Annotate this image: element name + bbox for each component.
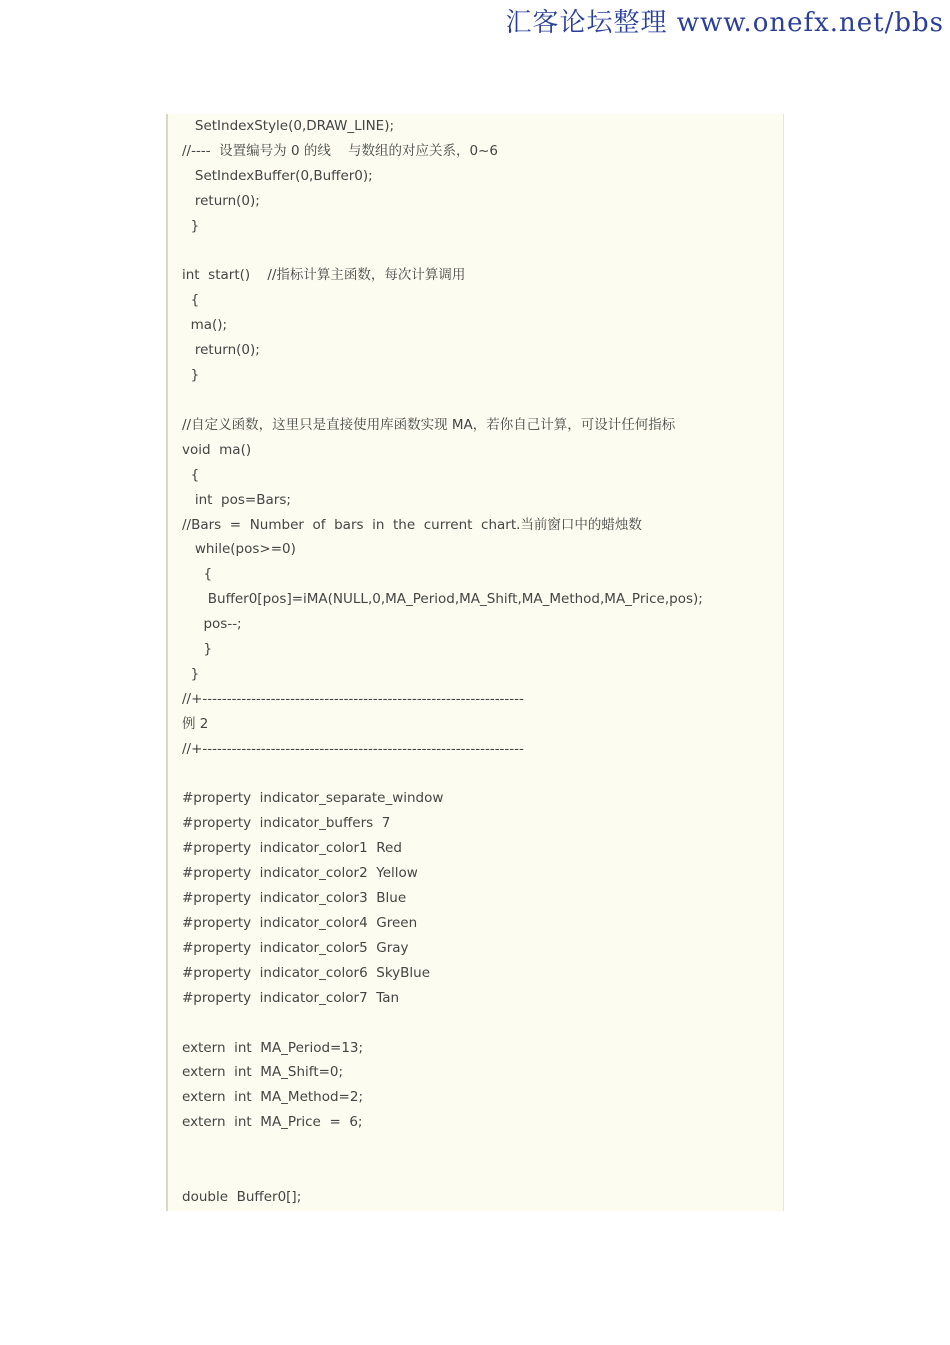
code-line: while(pos>=0) — [182, 541, 296, 558]
code-line: } — [182, 217, 200, 234]
code-line: } — [182, 641, 213, 658]
code-line: #property indicator_separate_window — [182, 790, 444, 807]
code-line: #property indicator_color6 SkyBlue — [182, 964, 431, 981]
code-line: extern int MA_Price = 6; — [182, 1114, 363, 1131]
code-line — [182, 1160, 703, 1185]
code-line: void ma() — [182, 441, 252, 458]
code-line — [182, 388, 703, 413]
code-line: int pos=Bars; — [182, 491, 291, 508]
code-line: SetIndexStyle(0,DRAW_LINE); — [182, 118, 395, 134]
code-line: extern int MA_Period=13; — [182, 1039, 364, 1056]
code-line — [182, 762, 703, 787]
code-line: extern int MA_Method=2; — [182, 1089, 364, 1106]
watermark-header: 汇客论坛整理 www.onefx.net/bbs — [505, 8, 944, 38]
code-line — [182, 1135, 703, 1160]
code-line — [182, 1011, 703, 1036]
code-line: pos--; — [182, 616, 242, 633]
code-line: { — [182, 466, 200, 483]
code-line: #property indicator_buffers 7 — [182, 815, 391, 832]
code-line: { — [182, 566, 213, 583]
code-line — [182, 239, 703, 264]
code-line: //自定义函数，这里只是直接使用库函数实现 MA，若你自己计算，可设计任何指标 — [182, 416, 676, 433]
code-line: #property indicator_color3 Blue — [182, 890, 407, 907]
code-line: int start() //指标计算主函数，每次计算调用 — [182, 267, 466, 284]
code-line: extern int MA_Shift=0; — [182, 1064, 344, 1081]
code-line: #property indicator_color7 Tan — [182, 989, 400, 1006]
code-line: ma(); — [182, 317, 228, 334]
code-line: SetIndexBuffer(0,Buffer0); — [182, 167, 373, 184]
code-line: //+------------------------------------------------------------------ — [182, 690, 524, 707]
code-line: } — [182, 665, 200, 682]
code-line: } — [182, 367, 200, 384]
code-line: #property indicator_color2 Yellow — [182, 865, 418, 882]
code-block — [166, 114, 784, 1211]
code-line: //---- 设置编号为 0 的线 与数组的对应关系，0~6 — [182, 142, 498, 159]
code-line: Buffer0[pos]=iMA(NULL,0,MA_Period,MA_Shift,MA_Method,MA_Price,pos); — [182, 591, 703, 608]
code-line: double Buffer0[]; — [182, 1188, 302, 1205]
code-line: return(0); — [182, 342, 260, 359]
code-line: #property indicator_color1 Red — [182, 840, 402, 857]
code-line: 例 2 — [182, 715, 209, 732]
code-line: { — [182, 292, 200, 309]
code-line: //+------------------------------------------------------------------ — [182, 740, 524, 757]
code-line: #property indicator_color5 Gray — [182, 939, 409, 956]
code-lines — [182, 114, 703, 1210]
code-line: #property indicator_color4 Green — [182, 915, 418, 931]
code-line: //Bars = Number of bars in the current chart.当前窗口中的蜡烛数 — [182, 516, 642, 533]
code-line: return(0); — [182, 192, 260, 209]
